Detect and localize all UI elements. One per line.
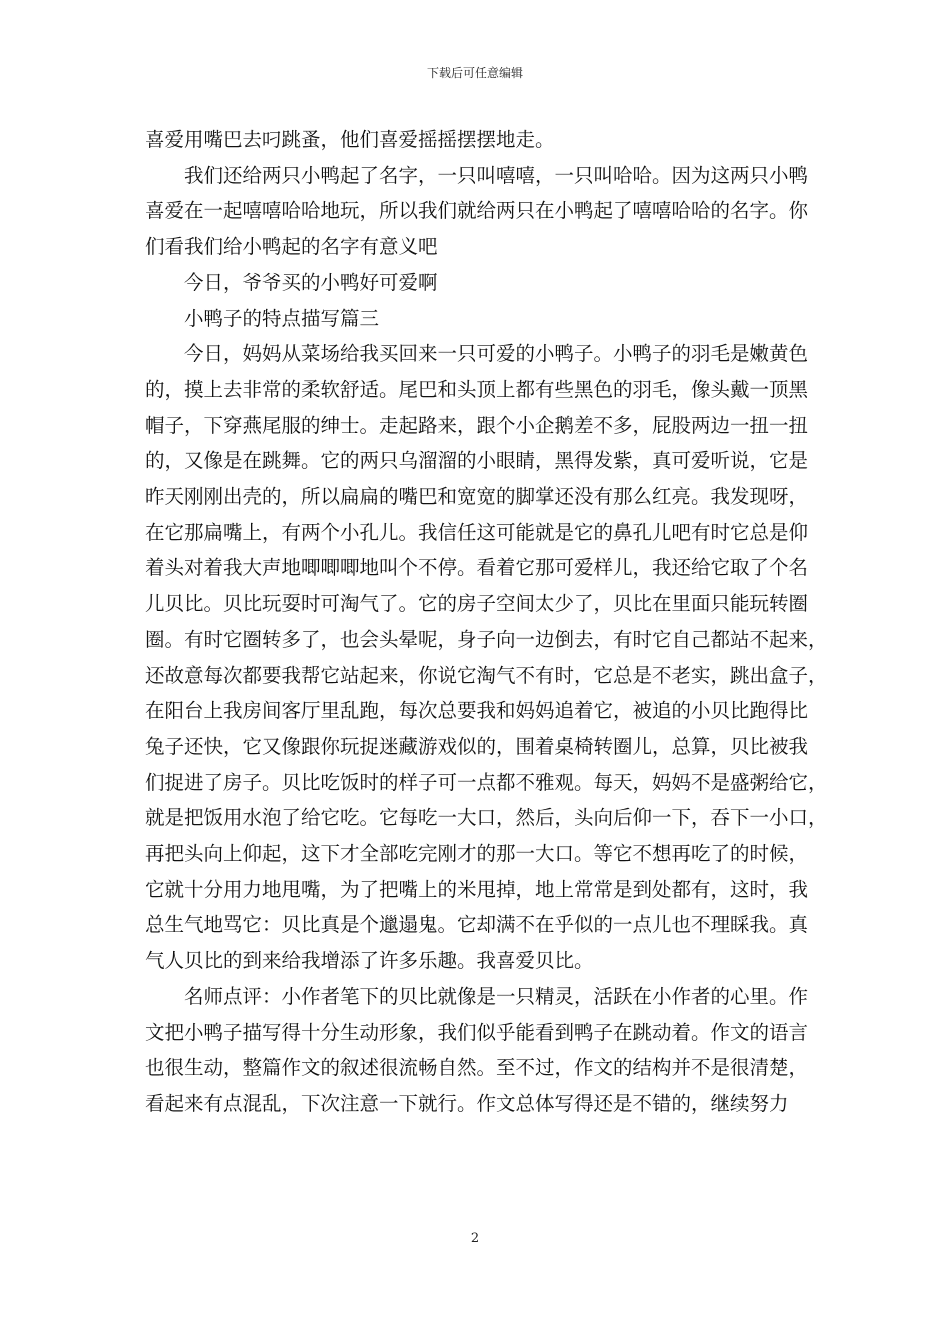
section-heading: [145, 301, 805, 337]
page-header: 下载后可任意编辑: [426, 66, 523, 80]
text-line: 再把头向上仰起，这下才全部吃完刚才的那一大口。等它不想再吃了的时候，: [145, 842, 809, 866]
paragraph-story: [145, 336, 828, 979]
text-line: 总生气地骂它：贝比真是个邋遢鬼。它却满不在乎似的一点儿也不理睬我。真: [145, 913, 809, 937]
document-body: [145, 122, 828, 1122]
paragraph-2: [145, 158, 809, 265]
paragraph-1: [145, 122, 805, 158]
paragraph-3: [145, 265, 805, 301]
text-line: 名师点评：小作者笔下的贝比就像是一只精灵，活跃在小作者的心里。作: [184, 984, 809, 1008]
text-line: 昨天刚刚出壳的，所以扁扁的嘴巴和宽宽的脚掌还没有那么红亮。我发现呀，: [145, 485, 809, 509]
text-line: 着头对着我大声地唧唧唧地叫个不停。看着它那可爱样儿，我还给它取了个名: [145, 556, 809, 580]
text-line: 的，摸上去非常的柔软舒适。尾巴和头顶上都有些黑色的羽毛，像头戴一顶黑: [145, 377, 809, 401]
page-number: 2: [470, 1231, 480, 1246]
text-line: 们看我们给小鸭起的名字有意义吧: [145, 235, 438, 259]
text-line: 在它那扁嘴上，有两个小孔儿。我信任这可能就是它的鼻孔儿吧有时它总是仰: [145, 520, 809, 544]
text-line: 喜爱在一起嘻嘻哈哈地玩，所以我们就给两只在小鸭起了嘻嘻哈哈的名字。你: [145, 199, 809, 223]
text-line: 的，又像是在跳舞。它的两只乌溜溜的小眼睛，黑得发紫，真可爱听说，它是: [145, 449, 809, 473]
text-line: 我们还给两只小鸭起了名字，一只叫嘻嘻，一只叫哈哈。因为这两只小鸭: [184, 163, 809, 187]
text-line: 看起来有点混乱，下次注意一下就行。作文总体写得还是不错的，继续努力: [145, 1091, 789, 1115]
text-line: 帽子，下穿燕尾服的绅士。走起路来，跟个小企鹅差不多，屁股两边一扭一扭: [145, 413, 809, 437]
text-line: 气人贝比的到来给我增添了许多乐趣。我喜爱贝比。: [145, 949, 594, 973]
text-line: 圈。有时它圈转多了，也会头晕呢，身子向一边倒去，有时它自己都站不起来，: [145, 627, 828, 651]
text-line: 还故意每次都要我帮它站起来，你说它淘气不有时，它总是不老实，跳出盒子，: [145, 663, 828, 687]
text-line: 兔子还快，它又像跟你玩捉迷藏游戏似的，围着桌椅转圈儿，总算，贝比被我: [145, 734, 809, 758]
text-line: 今日，妈妈从菜场给我买回来一只可爱的小鸭子。小鸭子的羽毛是嫩黄色: [184, 342, 809, 366]
text-line: 小鸭子的特点描写篇三: [184, 306, 380, 330]
text-line: 今日，爷爷买的小鸭好可爱啊: [184, 270, 438, 294]
text-line: 儿贝比。贝比玩耍时可淘气了。它的房子空间太少了，贝比在里面只能玩转圈: [145, 592, 809, 616]
text-line: 们捉进了房子。贝比吃饭时的样子可一点都不雅观。每天，妈妈不是盛粥给它，: [145, 770, 828, 794]
paragraph-review: [145, 979, 809, 1122]
text-line: 它就十分用力地甩嘴，为了把嘴上的米甩掉，地上常常是到处都有，这时，我: [145, 877, 809, 901]
text-line: 也很生动，整篇作文的叙述很流畅自然。至不过，作文的结构并不是很清楚，: [145, 1056, 809, 1080]
text-line: 就是把饭用水泡了给它吃。它每吃一大口，然后，头向后仰一下，吞下一小口，: [145, 806, 828, 830]
text-line: 在阳台上我房间客厅里乱跑，每次总要我和妈妈追着它，被追的小贝比跑得比: [145, 699, 809, 723]
text-line: 文把小鸭子描写得十分生动形象，我们似乎能看到鸭子在跳动着。作文的语言: [145, 1020, 809, 1044]
text-line: 喜爱用嘴巴去叼跳蚤，他们喜爱摇摇摆摆地走。: [145, 128, 555, 151]
